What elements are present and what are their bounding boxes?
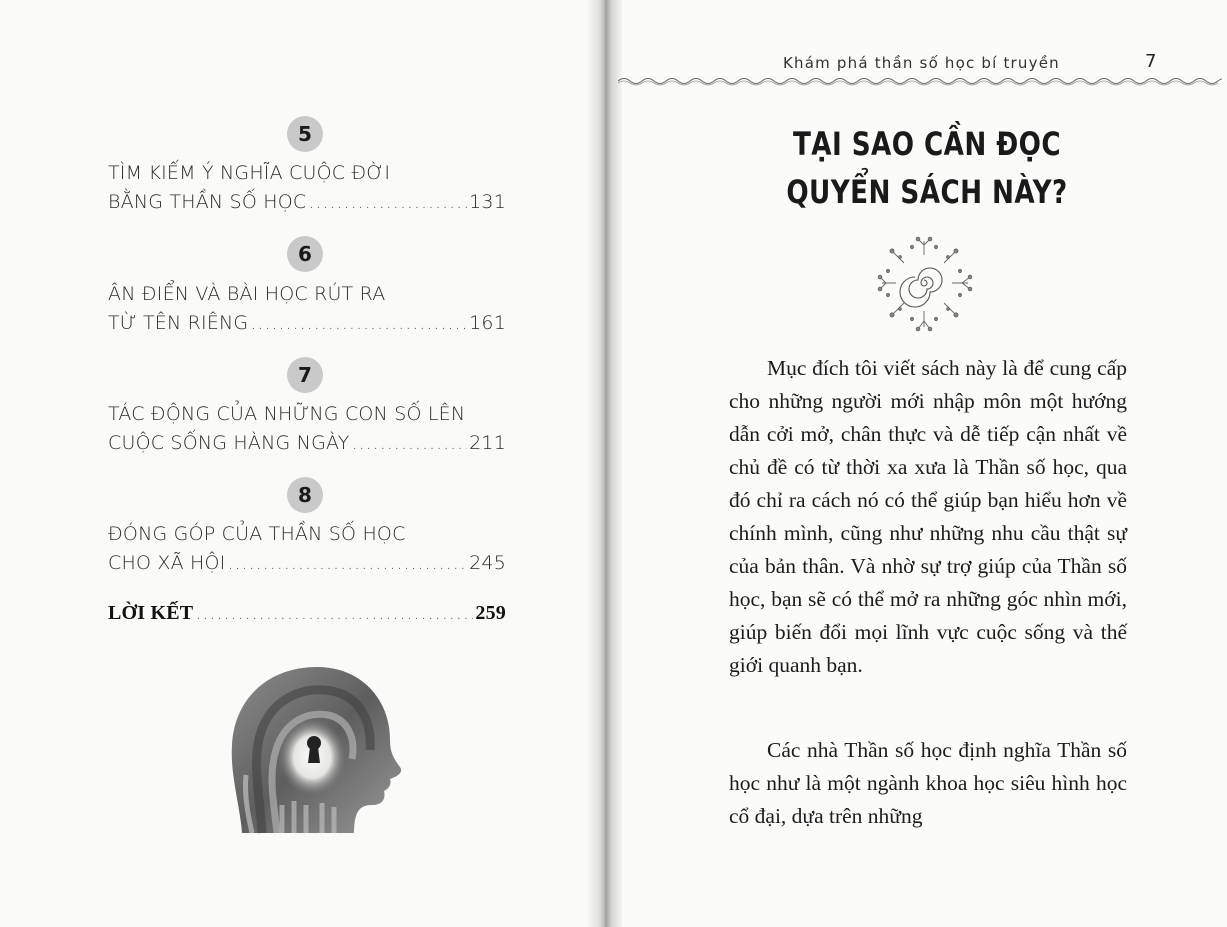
chapter-badge-8: [287, 477, 323, 513]
toc-page-number: 245: [469, 552, 506, 574]
epilogue-title: LỜI KẾT: [108, 602, 194, 624]
toc-entry-6-line2[interactable]: [108, 312, 506, 334]
chapter-title-line1: TẠI SAO CẦN ĐỌC: [792, 125, 1062, 163]
leader-dots: [308, 191, 467, 213]
toc-entry-title: BẰNG THẦN SỐ HỌC: [108, 191, 307, 213]
toc-page-number: 161: [469, 312, 506, 334]
wavy-divider: [618, 74, 1222, 88]
chapter-number: 5: [298, 122, 312, 146]
toc-entry-title: CHO XÃ HỘI: [108, 552, 226, 574]
toc-entry-title: TỪ TÊN RIÊNG: [108, 312, 249, 334]
toc-epilogue[interactable]: [108, 602, 506, 625]
head-keyhole-illustration: [222, 655, 407, 835]
chapter-number: 6: [298, 242, 312, 266]
toc-page-number: 259: [475, 602, 506, 624]
leader-dots: [227, 552, 467, 574]
toc-entry-title: CUỘC SỐNG HÀNG NGÀY: [108, 432, 350, 454]
leader-dots: [352, 432, 468, 454]
chapter-title: [759, 120, 1095, 216]
chapter-badge-7: [287, 357, 323, 393]
body-paragraph-1: Mục đích tôi viết sách này là để cung cấp cho những người mới nhập môn một hướng dẫn cởi mở, chân thực và dễ tiếp cận nhất về chủ đề có từ thời xa xưa là Thần số học, qua đó chỉ ra cách nó có thể giúp bạn hiểu hơn về chính mình, cũng như những nhu cầu thật sự của bản thân. Và nhờ sự trợ giúp của Thần số học, bạn sẽ có thể mở ra những góc nhìn mới, giúp biến đổi mọi lĩnh vực cuộc sống và thế giới quanh bạn.: [729, 356, 1127, 677]
chapter-number: 7: [298, 363, 312, 387]
book-gutter: [588, 0, 622, 927]
toc-entry-5-line1[interactable]: TÌM KIẾM Ý NGHĨA CUỘC ĐỜI: [108, 162, 391, 184]
toc-page-number: 131: [469, 191, 506, 213]
toc-page-number: 211: [469, 432, 506, 454]
page-number: 7: [1145, 51, 1157, 72]
leader-dots: [195, 602, 473, 624]
chapter-badge-5: [287, 116, 323, 152]
toc-entry-7-line1[interactable]: TÁC ĐỘNG CỦA NHỮNG CON SỐ LÊN: [108, 403, 466, 425]
leader-dots: [250, 312, 467, 334]
toc-entry-5-line2[interactable]: [108, 191, 506, 213]
toc-entry-7-line2[interactable]: [108, 432, 506, 454]
toc-entry-8-line2[interactable]: [108, 552, 506, 574]
toc-entry-6-line1[interactable]: ÂN ĐIỂN VÀ BÀI HỌC RÚT RA: [108, 283, 386, 305]
chapter-number: 8: [298, 483, 312, 507]
chapter-title-line2: QUYỂN SÁCH NÀY?: [786, 173, 1068, 211]
left-page: [0, 0, 598, 927]
spiral-tree-ornament: [874, 233, 974, 333]
body-paragraph-2: Các nhà Thần số học định nghĩa Thần số học như là một ngành khoa học siêu hình học cổ đại, dựa trên những: [729, 738, 1127, 828]
running-head: Khám phá thần số học bí truyền: [783, 54, 1060, 72]
toc-entry-8-line1[interactable]: ĐÓNG GÓP CỦA THẦN SỐ HỌC: [108, 523, 406, 545]
chapter-badge-6: [287, 236, 323, 272]
